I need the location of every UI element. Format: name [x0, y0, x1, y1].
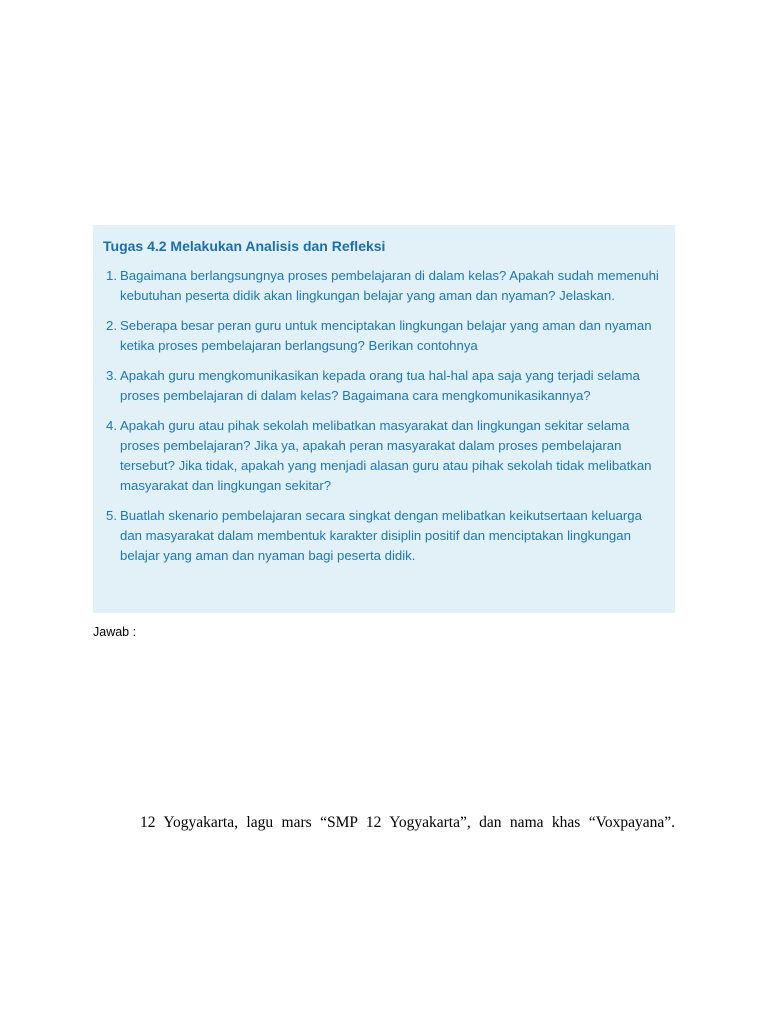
task-text: Buatlah skenario pembelajaran secara singkat dengan melibatkan keikutsertaan keluarga dan masyarakat dalam membentuk karakter disiplin positif dan menciptakan lingkungan belajar yang aman dan nyaman bagi peserta didik. [120, 508, 642, 563]
task-list [103, 266, 665, 566]
task-number: 3. [106, 368, 117, 383]
task-text: Apakah guru mengkomunikasikan kepada orang tua hal-hal apa saja yang terjadi selama proses pembelajaran di dalam kelas? Bagaimana cara mengkomunikasikannya? [120, 368, 640, 403]
task-item-2 [103, 316, 665, 356]
task-text: Apakah guru atau pihak sekolah melibatkan masyarakat dan lingkungan sekitar selama proses pembelajaran? Jika ya, apakah peran masyarakat dalam proses pembelajaran tersebut? Jika tidak, apakah yang menjadi alasan guru atau pihak sekolah tidak melibatkan masyarakat dan lingkungan sekitar? [120, 418, 652, 493]
task-number: 4. [106, 418, 117, 433]
task-item-3 [103, 366, 665, 406]
body-text-line: 12 Yogyakarta, lagu mars “SMP 12 Yogyakarta”, dan nama khas “Voxpayana”. [140, 814, 675, 831]
task-number: 1. [106, 268, 117, 283]
task-item-1 [103, 266, 665, 306]
task-title: Tugas 4.2 Melakukan Analisis dan Refleksi [103, 238, 386, 254]
task-number: 5. [106, 508, 117, 523]
answer-label: Jawab : [93, 625, 137, 639]
task-number: 2. [106, 318, 117, 333]
task-box [93, 225, 675, 613]
task-item-4 [103, 416, 665, 496]
task-text: Bagaimana berlangsungnya proses pembelajaran di dalam kelas? Apakah sudah memenuhi kebutuhan peserta didik akan lingkungan belajar yang aman dan nyaman? Jelaskan. [120, 268, 659, 303]
task-text: Seberapa besar peran guru untuk menciptakan lingkungan belajar yang aman dan nyaman ketika proses pembelajaran berlangsung? Berikan contohnya [120, 318, 652, 353]
task-item-5 [103, 506, 665, 566]
